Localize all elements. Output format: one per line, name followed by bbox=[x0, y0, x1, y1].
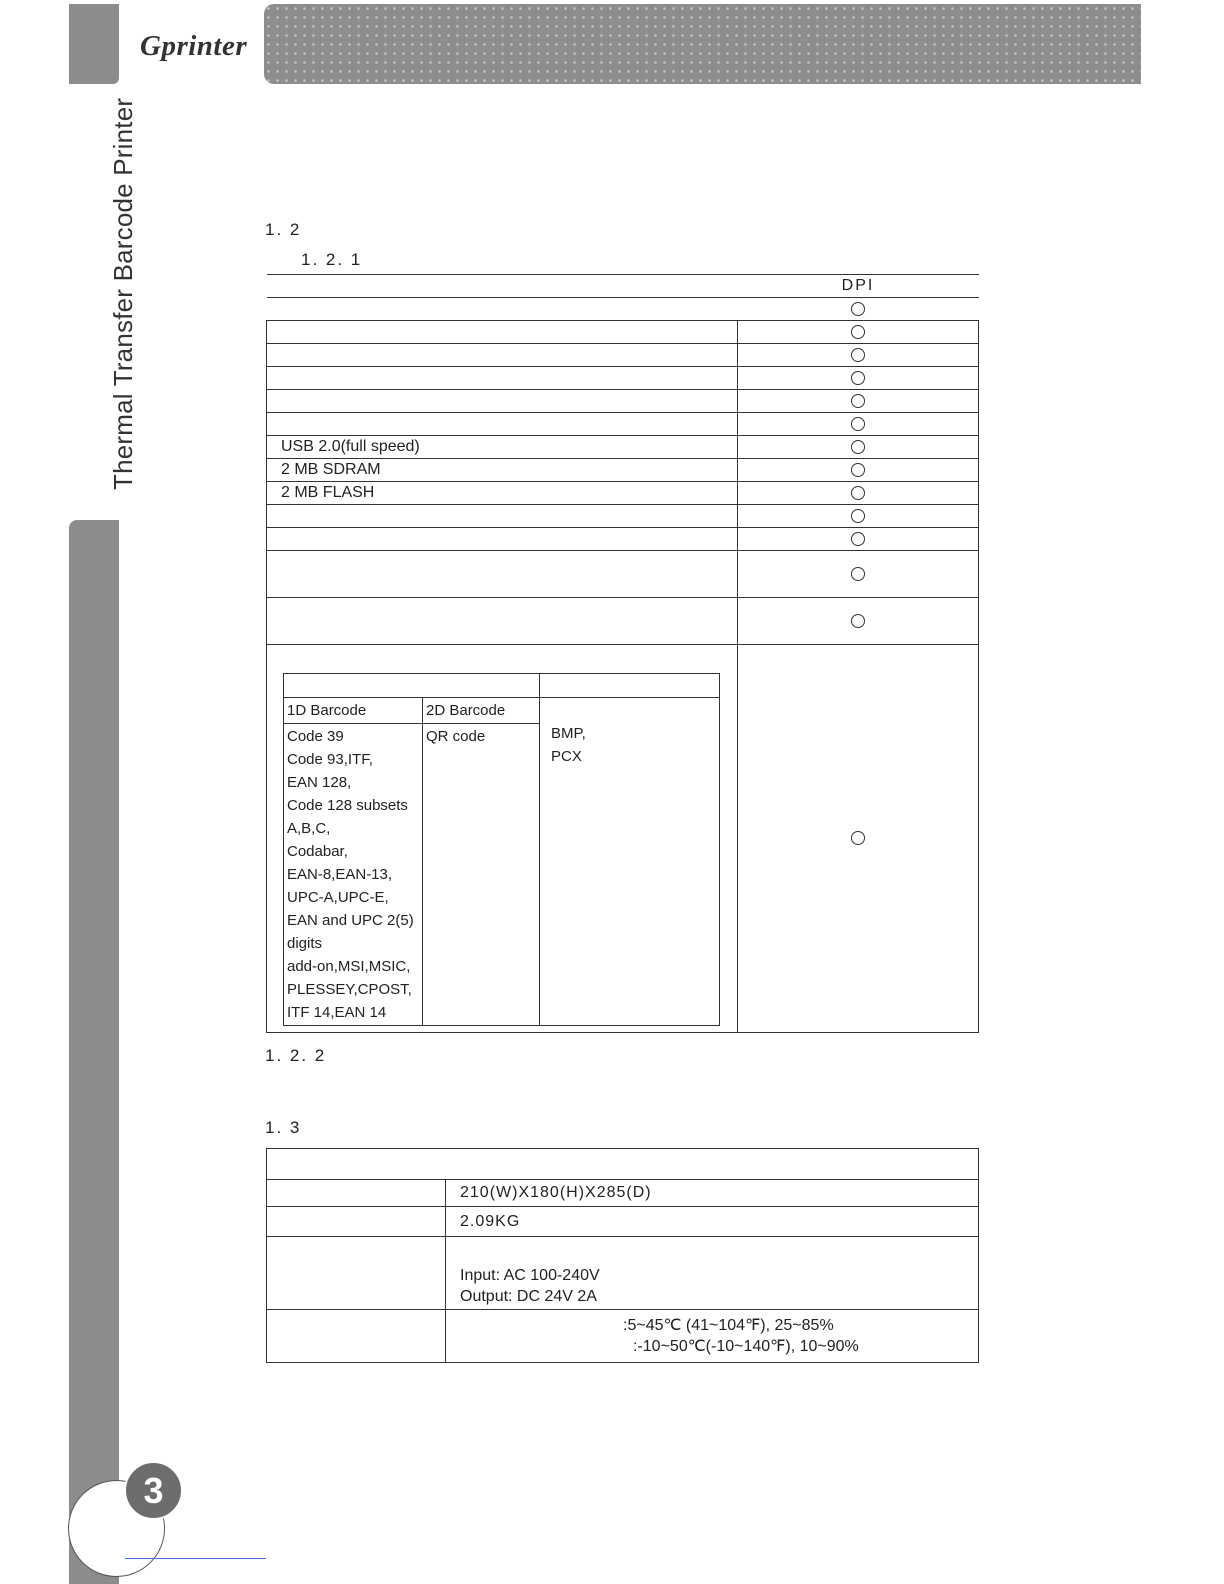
barcode-1d-item: Codabar, bbox=[287, 843, 348, 860]
table-row bbox=[284, 674, 720, 698]
physical-table bbox=[266, 1148, 979, 1363]
circle-mark-icon bbox=[851, 509, 865, 523]
graphics-formats bbox=[540, 698, 720, 1026]
barcode-1d-item: EAN 128, bbox=[287, 774, 352, 791]
circle-mark-icon bbox=[851, 486, 865, 500]
circle-mark-icon bbox=[851, 417, 865, 431]
barcode-1d-item: A,B,C, bbox=[287, 820, 331, 837]
barcode-table bbox=[283, 673, 720, 1026]
table-row bbox=[267, 321, 979, 344]
spec-header-label bbox=[267, 275, 738, 298]
circle-mark-icon bbox=[851, 614, 865, 628]
weight-label bbox=[267, 1207, 446, 1237]
circle-mark-icon bbox=[851, 831, 865, 845]
power-output: Output: DC 24V 2A bbox=[460, 1288, 597, 1305]
spec-mark bbox=[738, 598, 979, 645]
barcode-1d-item: EAN and UPC 2(5) bbox=[287, 912, 414, 929]
spec-mark bbox=[738, 528, 979, 551]
weight-value: 2.09KG bbox=[446, 1207, 979, 1237]
header-side-tab bbox=[69, 4, 119, 84]
header-dotted-band bbox=[264, 4, 1141, 84]
barcode-cell bbox=[267, 645, 738, 1033]
barcode-1d-item: UPC-A,UPC-E, bbox=[287, 889, 389, 906]
spec-label bbox=[267, 344, 738, 367]
power-label bbox=[267, 1237, 446, 1310]
table-row bbox=[267, 1310, 979, 1363]
table-row bbox=[267, 459, 979, 482]
side-title: Thermal Transfer Barcode Printer bbox=[108, 97, 138, 490]
table-row bbox=[267, 413, 979, 436]
table-row bbox=[267, 344, 979, 367]
spec-label bbox=[267, 321, 738, 344]
spec-mark bbox=[738, 436, 979, 459]
table-row bbox=[267, 1237, 979, 1310]
table-row bbox=[267, 298, 979, 321]
spec-mark bbox=[738, 551, 979, 598]
circle-mark-icon bbox=[851, 302, 865, 316]
spec-label bbox=[267, 505, 738, 528]
dpi-header: DPI bbox=[738, 275, 979, 298]
footer-underline bbox=[125, 1558, 266, 1559]
spec-label bbox=[267, 413, 738, 436]
table-row bbox=[267, 528, 979, 551]
table-row bbox=[267, 275, 979, 298]
section-heading-1-2: 1. 2 bbox=[265, 220, 302, 239]
section-heading-1-2-1: 1. 2. 1 bbox=[301, 250, 363, 269]
barcode-1d-item: EAN-8,EAN-13, bbox=[287, 866, 393, 883]
barcode-1d-item: PLESSEY,CPOST, bbox=[287, 981, 412, 998]
graphics-format: PCX bbox=[551, 748, 582, 765]
environment-label bbox=[267, 1310, 446, 1363]
barcode-1d-list bbox=[284, 724, 423, 1026]
circle-mark-icon bbox=[851, 532, 865, 546]
barcode-header-cell bbox=[284, 674, 540, 698]
env-operating: :5~45℃ (41~104℉), 25~85% bbox=[623, 1317, 834, 1334]
spec-mark bbox=[738, 413, 979, 436]
page-number: 3 bbox=[124, 1461, 183, 1520]
spec-mark bbox=[738, 298, 979, 321]
table-row bbox=[267, 482, 979, 505]
barcode-1d-item: Code 128 subsets bbox=[287, 797, 408, 814]
spec-label bbox=[267, 390, 738, 413]
circle-mark-icon bbox=[851, 325, 865, 339]
table-row bbox=[267, 598, 979, 645]
spec-label-sdram: 2 MB SDRAM bbox=[267, 459, 738, 482]
table-row bbox=[267, 390, 979, 413]
circle-mark-icon bbox=[851, 394, 865, 408]
spec-mark bbox=[738, 344, 979, 367]
spec-label bbox=[267, 598, 738, 645]
physical-header bbox=[267, 1149, 979, 1180]
barcode-2d-item: QR code bbox=[426, 728, 486, 745]
table-row bbox=[267, 436, 979, 459]
circle-mark-icon bbox=[851, 567, 865, 581]
dimensions-value: 210(W)X180(H)X285(D) bbox=[446, 1180, 979, 1207]
spec-mark bbox=[738, 505, 979, 528]
table-row-barcodes bbox=[267, 645, 979, 1033]
power-input: Input: AC 100-240V bbox=[460, 1267, 600, 1284]
spec-mark bbox=[738, 321, 979, 344]
section-heading-1-3: 1. 3 bbox=[265, 1118, 302, 1137]
circle-mark-icon bbox=[851, 348, 865, 362]
spec-mark bbox=[738, 390, 979, 413]
section-heading-1-2-2: 1. 2. 2 bbox=[265, 1046, 327, 1065]
side-bar bbox=[69, 520, 119, 1584]
barcode-1d-item: ITF 14,EAN 14 bbox=[287, 1004, 387, 1021]
circle-mark-icon bbox=[851, 440, 865, 454]
table-row bbox=[267, 551, 979, 598]
table-row bbox=[267, 505, 979, 528]
table-row bbox=[267, 1207, 979, 1237]
col-2d-header: 2D Barcode bbox=[423, 698, 540, 724]
environment-value bbox=[446, 1310, 979, 1363]
spec-mark bbox=[738, 482, 979, 505]
dimensions-label bbox=[267, 1180, 446, 1207]
barcode-2d-list bbox=[423, 724, 540, 1026]
power-value bbox=[446, 1237, 979, 1310]
circle-mark-icon bbox=[851, 463, 865, 477]
graphics-format: BMP, bbox=[551, 725, 586, 742]
spec-label bbox=[267, 528, 738, 551]
barcode-1d-item: Code 39 bbox=[287, 728, 344, 745]
spec-table bbox=[266, 274, 979, 1033]
graphics-header-cell bbox=[540, 674, 720, 698]
table-row bbox=[267, 1149, 979, 1180]
spec-label bbox=[267, 551, 738, 598]
gprinter-logo: Gprinter bbox=[140, 30, 248, 62]
spec-mark bbox=[738, 645, 979, 1033]
table-row bbox=[284, 698, 720, 724]
spec-label-flash: 2 MB FLASH bbox=[267, 482, 738, 505]
table-row bbox=[267, 1180, 979, 1207]
spec-label bbox=[267, 298, 738, 321]
barcode-1d-item: add-on,MSI,MSIC, bbox=[287, 958, 411, 975]
spec-mark bbox=[738, 459, 979, 482]
spec-label-usb: USB 2.0(full speed) bbox=[267, 436, 738, 459]
spec-mark bbox=[738, 367, 979, 390]
circle-mark-icon bbox=[851, 371, 865, 385]
barcode-1d-item: digits bbox=[287, 935, 323, 952]
env-storage: :-10~50℃(-10~140℉), 10~90% bbox=[633, 1338, 859, 1355]
spec-label bbox=[267, 367, 738, 390]
table-row bbox=[267, 367, 979, 390]
barcode-1d-item: Code 93,ITF, bbox=[287, 751, 373, 768]
col-1d-header: 1D Barcode bbox=[284, 698, 423, 724]
